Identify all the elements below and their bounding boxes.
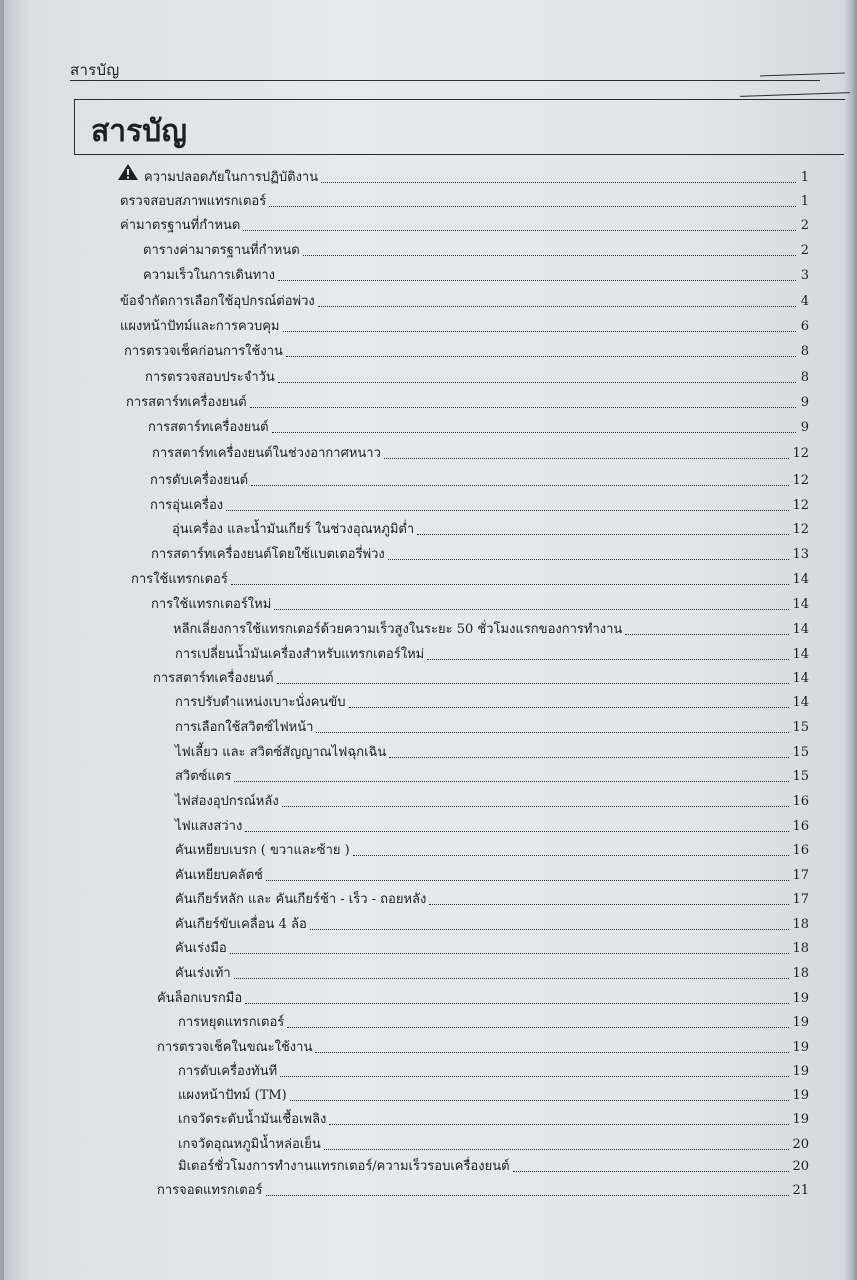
toc-page-number: 15: [792, 769, 809, 784]
toc-page-number: 19: [792, 991, 809, 1006]
toc-leader: [321, 182, 796, 183]
toc-leader: [245, 831, 789, 832]
toc-leader: [353, 855, 790, 856]
toc-page-number: 14: [792, 597, 809, 612]
toc-entry-label: แผงหน้าปัทม์และการควบคุม: [120, 319, 280, 334]
toc-entry[interactable]: [148, 416, 809, 436]
toc-page-number: 16: [792, 819, 809, 834]
toc-entry[interactable]: [175, 790, 809, 810]
toc-page-number: 15: [792, 745, 809, 760]
toc-entry[interactable]: [120, 214, 809, 234]
toc-page-number: 12: [792, 522, 809, 537]
toc-leader: [625, 634, 789, 635]
toc-entry-label: การปรับตำแหน่งเบาะนั่งคนขับ: [175, 695, 346, 710]
toc-leader: [278, 280, 796, 281]
toc-entry[interactable]: [178, 1060, 809, 1080]
toc-entry[interactable]: [178, 1108, 809, 1128]
toc-entry-label: การใช้แทรกเตอร์: [131, 572, 228, 587]
toc-leader: [280, 1076, 789, 1077]
toc-entry-label: มิเตอร์ชั่วโมงการทำงานแทรกเตอร์/ความเร็วรอบเครื่องยนต์: [178, 1159, 510, 1174]
toc-entry[interactable]: [153, 667, 809, 687]
toc-entry[interactable]: [175, 888, 809, 908]
toc-leader: [266, 880, 789, 881]
toc-leader: [278, 382, 796, 383]
toc-entry[interactable]: [178, 1155, 809, 1175]
toc-page-number: 19: [792, 1112, 809, 1127]
toc-page-number: 18: [792, 917, 809, 932]
toc-entry-label: เกจวัดอุณหภูมิน้ำหล่อเย็น: [178, 1137, 321, 1152]
toc-entry-label: หลีกเลี่ยงการใช้แทรกเตอร์ด้วยความเร็วสูงในระยะ 50 ชั่วโมงแรกของการทำงาน: [173, 622, 623, 637]
toc-entry[interactable]: [143, 264, 809, 284]
toc-entry-label: คันล็อกเบรกมือ: [157, 991, 243, 1006]
toc-entry[interactable]: [131, 568, 809, 588]
toc-page-number: 9: [800, 420, 809, 435]
toc-leader: [251, 485, 789, 486]
toc-leader: [277, 683, 790, 684]
toc-entry[interactable]: [178, 1133, 809, 1153]
toc-entry[interactable]: [175, 839, 809, 859]
toc-leader: [417, 534, 789, 535]
toc-entry-label: ไฟส่องอุปกรณ์หลัง: [175, 794, 279, 809]
toc-leader: [282, 806, 790, 807]
toc-page-number: 18: [792, 941, 809, 956]
toc-entry-label: ตรวจสอบสภาพแทรกเตอร์: [120, 194, 267, 209]
toc-entry-label: คันเกียร์หลัก และ คันเกียร์ช้า - เร็ว - ถอยหลัง: [175, 892, 427, 907]
toc-entry[interactable]: [151, 543, 809, 563]
toc-entry-label: การใช้แทรกเตอร์ใหม่: [151, 597, 272, 612]
toc-page-number: 14: [792, 671, 809, 686]
toc-leader: [266, 1195, 790, 1196]
toc-page-number: 1: [800, 194, 809, 209]
toc-page-number: 17: [792, 892, 809, 907]
toc-entry[interactable]: [175, 864, 809, 884]
toc-page-number: 2: [800, 218, 809, 233]
toc-page-number: 21: [792, 1183, 809, 1198]
toc-entry-label: ความปลอดภัยในการปฏิบัติงาน: [144, 170, 319, 185]
toc-page-number: 19: [792, 1088, 809, 1103]
toc-entry-label: การหยุดแทรกเตอร์: [178, 1015, 285, 1030]
toc-entry-label: ความเร็วในการเดินทาง: [143, 268, 275, 283]
toc-entry[interactable]: [150, 469, 809, 489]
toc-page-number: 6: [800, 319, 809, 334]
toc-entry[interactable]: [152, 442, 809, 462]
toc-entry[interactable]: [120, 190, 809, 210]
toc-entry-label: การสตาร์ทเครื่องยนต์: [148, 420, 269, 435]
toc-entry-label: การตรวจเช็คก่อนการใช้งาน: [124, 344, 283, 359]
warning-icon: [117, 163, 139, 186]
toc-entry[interactable]: [172, 518, 809, 538]
toc-page-number: 19: [792, 1040, 809, 1055]
toc-entry[interactable]: [151, 593, 809, 613]
toc-page-number: 18: [792, 966, 809, 981]
toc-leader: [513, 1171, 790, 1172]
toc-entry[interactable]: [175, 815, 809, 835]
toc-page-number: 12: [792, 446, 809, 461]
toc-page-number: 8: [800, 370, 809, 385]
toc-page-number: 8: [800, 344, 809, 359]
toc-leader: [287, 1027, 789, 1028]
toc-entry[interactable]: [175, 937, 809, 957]
toc-leader: [286, 356, 796, 357]
toc-leader: [303, 255, 796, 256]
toc-entry-label: ค่ามาตรฐานที่กำหนด: [120, 218, 241, 233]
toc-entry[interactable]: [175, 716, 809, 736]
toc-entry[interactable]: [175, 691, 809, 711]
toc-page-number: 12: [792, 498, 809, 513]
toc-leader: [231, 584, 790, 585]
toc-page-number: 15: [792, 720, 809, 735]
toc-entry-label: ข้อจำกัดการเลือกใช้อุปกรณ์ต่อพ่วง: [120, 294, 315, 309]
toc-entry-label: ไฟเลี้ยว และ สวิตซ์สัญญาณไฟฉุกเฉิน: [175, 745, 387, 760]
toc-leader: [427, 659, 789, 660]
toc-entry[interactable]: [124, 340, 809, 360]
toc-page-number: 14: [792, 647, 809, 662]
toc-entry[interactable]: [117, 166, 809, 186]
toc-entry[interactable]: [157, 987, 809, 1007]
toc-leader: [226, 510, 789, 511]
toc-entry-label: คันเกียร์ขับเคลื่อน 4 ล้อ: [175, 917, 307, 932]
toc-page-number: 19: [792, 1015, 809, 1030]
toc-leader: [243, 230, 796, 231]
toc-page-number: 17: [792, 868, 809, 883]
toc-entry-label: คันเหยียบเบรก ( ขวาและซ้าย ): [175, 843, 350, 858]
toc-entry-label: ไฟแสงสว่าง: [175, 819, 243, 834]
toc-page-number: 9: [800, 395, 809, 410]
toc-entry-label: การอุ่นเครื่อง: [150, 498, 224, 513]
toc-page-number: 4: [800, 294, 809, 309]
toc-entry[interactable]: [150, 494, 809, 514]
toc-entry-label: การดับเครื่องยนต์: [150, 473, 249, 488]
toc-leader: [234, 781, 789, 782]
toc-entry[interactable]: [175, 643, 809, 663]
toc-entry[interactable]: [175, 913, 809, 933]
toc-page-number: 19: [792, 1064, 809, 1079]
toc-entry-label: ตารางค่ามาตรฐานที่กำหนด: [143, 243, 300, 258]
toc-page-number: 1: [800, 170, 809, 185]
toc-entry-label: คันเหยียบคลัตช์: [175, 868, 264, 883]
toc-entry[interactable]: [173, 618, 809, 638]
toc-entry-label: การตรวจสอบประจำวัน: [145, 370, 275, 385]
running-header: สารบัญ: [70, 61, 120, 79]
toc-page-number: 20: [792, 1137, 809, 1152]
toc-entry[interactable]: [157, 1036, 809, 1056]
toc-page-number: 14: [792, 622, 809, 637]
toc-entry[interactable]: [175, 962, 809, 982]
toc-leader: [250, 407, 796, 408]
toc-entry-label: การสตาร์ทเครื่องยนต์: [126, 395, 247, 410]
toc-leader: [315, 1052, 789, 1053]
toc-leader: [230, 953, 790, 954]
page-title: สารบัญ: [91, 114, 187, 149]
toc-entry-label: การจอดแทรกเตอร์: [157, 1183, 263, 1198]
toc-entry[interactable]: [120, 315, 809, 335]
toc-leader: [245, 1003, 789, 1004]
toc-entry[interactable]: [143, 239, 809, 259]
toc-entry-label: คันเร่งมือ: [175, 941, 227, 956]
toc-entry[interactable]: [157, 1179, 809, 1199]
toc-leader: [290, 1100, 790, 1101]
toc-leader: [274, 609, 789, 610]
toc-entry-label: การตรวจเช็คในขณะใช้งาน: [157, 1040, 313, 1055]
toc-entry[interactable]: [120, 290, 809, 310]
toc-entry-label: การเลือกใช้สวิตซ์ไฟหน้า: [175, 720, 314, 735]
toc-leader: [318, 306, 796, 307]
toc-leader: [384, 458, 790, 459]
toc-entry-label: คันเร่งเท้า: [175, 966, 231, 981]
toc-entry-label: การเปลี่ยนน้ำมันเครื่องสำหรับแทรกเตอร์ใหม่: [175, 647, 425, 662]
toc-page-number: 3: [800, 268, 809, 283]
toc-entry-label: การสตาร์ทเครื่องยนต์: [153, 671, 274, 686]
toc-entry-label: สวิตซ์แตร: [175, 769, 232, 784]
toc-entry-label: เกจวัดระดับน้ำมันเชื้อเพลิง: [178, 1112, 327, 1127]
toc-leader: [429, 904, 789, 905]
toc-page-number: 16: [792, 794, 809, 809]
toc-leader: [388, 559, 790, 560]
toc-page-number: 12: [792, 473, 809, 488]
toc-entry-label: การสตาร์ทเครื่องยนต์โดยใช้แบตเตอรี่พ่วง: [151, 547, 385, 562]
toc-leader: [310, 929, 790, 930]
toc-page-number: 13: [792, 547, 809, 562]
toc-entry-label: การดับเครื่องทันที: [178, 1064, 278, 1079]
toc-page-number: 20: [792, 1159, 809, 1174]
toc-entry[interactable]: [175, 741, 809, 761]
toc-leader: [389, 757, 789, 758]
toc-entry[interactable]: [126, 391, 809, 411]
toc-entry-label: การสตาร์ทเครื่องยนต์ในช่วงอากาศหนาว: [152, 446, 381, 461]
toc-entry[interactable]: [175, 765, 809, 785]
toc-leader: [316, 732, 789, 733]
toc-page-number: 2: [800, 243, 809, 258]
toc-leader: [272, 432, 796, 433]
toc-entry[interactable]: [178, 1084, 809, 1104]
toc-leader: [349, 707, 790, 708]
toc-leader: [234, 978, 790, 979]
toc-leader: [324, 1149, 790, 1150]
toc-leader: [269, 206, 796, 207]
toc-page-number: 14: [792, 572, 809, 587]
toc-leader: [283, 331, 797, 332]
toc-leader: [329, 1124, 789, 1125]
toc-entry[interactable]: [145, 366, 809, 386]
toc-page-number: 14: [792, 695, 809, 710]
toc-entry-label: แผงหน้าปัทม์ (TM): [178, 1088, 287, 1103]
toc-page-number: 16: [792, 843, 809, 858]
toc-entry-label: อุ่นเครื่อง และน้ำมันเกียร์ ในช่วงอุณหภูมิต่ำ: [172, 522, 415, 537]
toc-entry[interactable]: [178, 1011, 809, 1031]
